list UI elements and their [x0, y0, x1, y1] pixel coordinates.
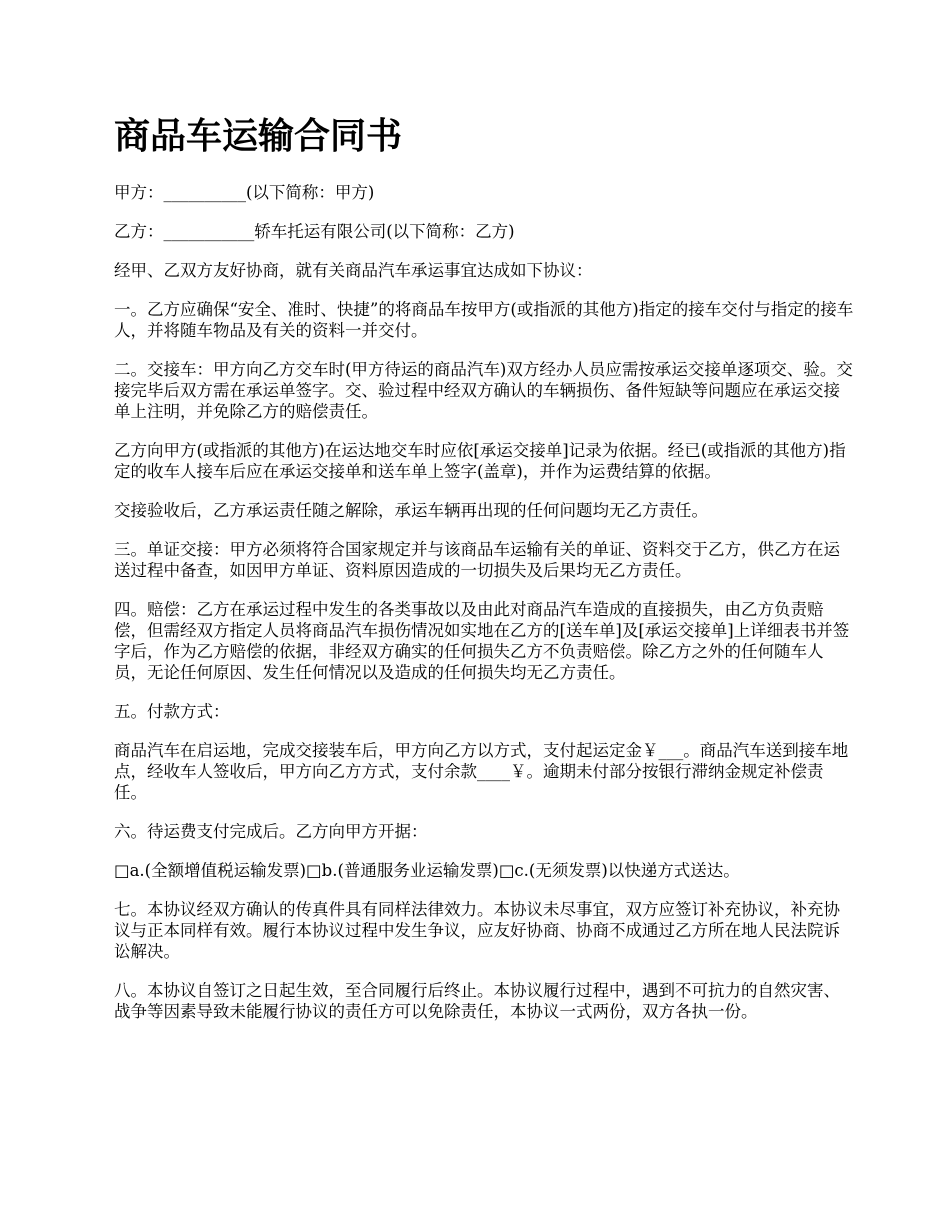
party-a-line: 甲方：__________(以下简称：甲方) [114, 183, 375, 202]
clause-6: 六。待运费支付完成后。乙方向甲方开据： [114, 822, 428, 841]
document-page [114, 112, 854, 1040]
clause-7: 七。本协议经双方确认的传真件具有同样法律效力。本协议未尽事宜，双方应签订补充协议，补充协议与正本同样有效。履行本协议过程中发生争议，应友好协商、协商不成通过乙方所在地人民法院诉讼解决。 [114, 900, 840, 961]
clause-6-invoice-options: □a.(全额增值税运输发票)□b.(普通服务业运输发票)□c.(无须发票)以快递方式送达。 [114, 861, 740, 880]
clause-1: 一。乙方应确保“安全、准时、快捷”的将商品车按甲方(或指派的其他方)指定的接车交付与指定的接车人，并将随车物品及有关的资料一并交付。 [114, 300, 854, 340]
clause-8: 八。本协议自签订之日起生效，至合同履行后终止。本协议履行过程中，遇到不可抗力的自然灾害、战争等因素导致未能履行协议的责任方可以免除责任，本协议一式两份，双方各执一份。 [114, 981, 840, 1021]
clause-2-liability: 交接验收后，乙方承运责任随之解除，承运车辆再出现的任何问题均无乙方责任。 [114, 501, 708, 520]
clause-4: 四。赔偿：乙方在承运过程中发生的各类事故以及由此对商品汽车造成的直接损失，由乙方负责赔偿，但需经双方指定人员将商品汽车损伤情况如实地在乙方的[送车单]及[承运交接单]上详细表书并签字后，作为乙方赔偿的依据，非经双方确实的任何损失乙方不负责赔偿。除乙方之外的任何随车人员，无论任何原因、发生任何情况以及造成的任何损失均无乙方责任。 [114, 600, 850, 682]
clause-2-delivery: 乙方向甲方(或指派的其他方)在运达地交车时应依[承运交接单]记录为依据。经已(或指派的其他方)指定的收车人接车后应在承运交接单和送车单上签字(盖章)，并作为运费结算的依据。 [114, 441, 846, 481]
party-b-line: 乙方：___________轿车托运有限公司(以下简称：乙方) [114, 222, 515, 241]
clause-3: 三。单证交接：甲方必须将符合国家规定并与该商品车运输有关的单证、资料交于乙方，供乙方在运送过程中备查，如因甲方单证、资料原因造成的一切损失及后果均无乙方责任。 [114, 540, 840, 580]
document-title: 商品车运输合同书 [114, 115, 403, 157]
clause-5-payment: 商品汽车在启运地，完成交接装车后，甲方向乙方以方式，支付起运定金￥___。商品汽车送到接车地点，经收车人签收后，甲方向乙方方式，支付余款____￥。逾期未付部分按银行滞纳金规定补偿责任。 [114, 741, 849, 802]
clause-2: 二。交接车：甲方向乙方交车时(甲方待运的商品汽车)双方经办人员应需按承运交接单逐项交、验。交接完毕后双方需在承运单签字。交、验过程中经双方确认的车辆损伤、备件短缺等问题应在承运交接单上注明，并免除乙方的赔偿责任。 [114, 360, 853, 421]
clause-5: 五。付款方式： [114, 702, 230, 721]
intro-paragraph: 经甲、乙双方友好协商，就有关商品汽车承运事宜达成如下协议： [114, 261, 593, 280]
